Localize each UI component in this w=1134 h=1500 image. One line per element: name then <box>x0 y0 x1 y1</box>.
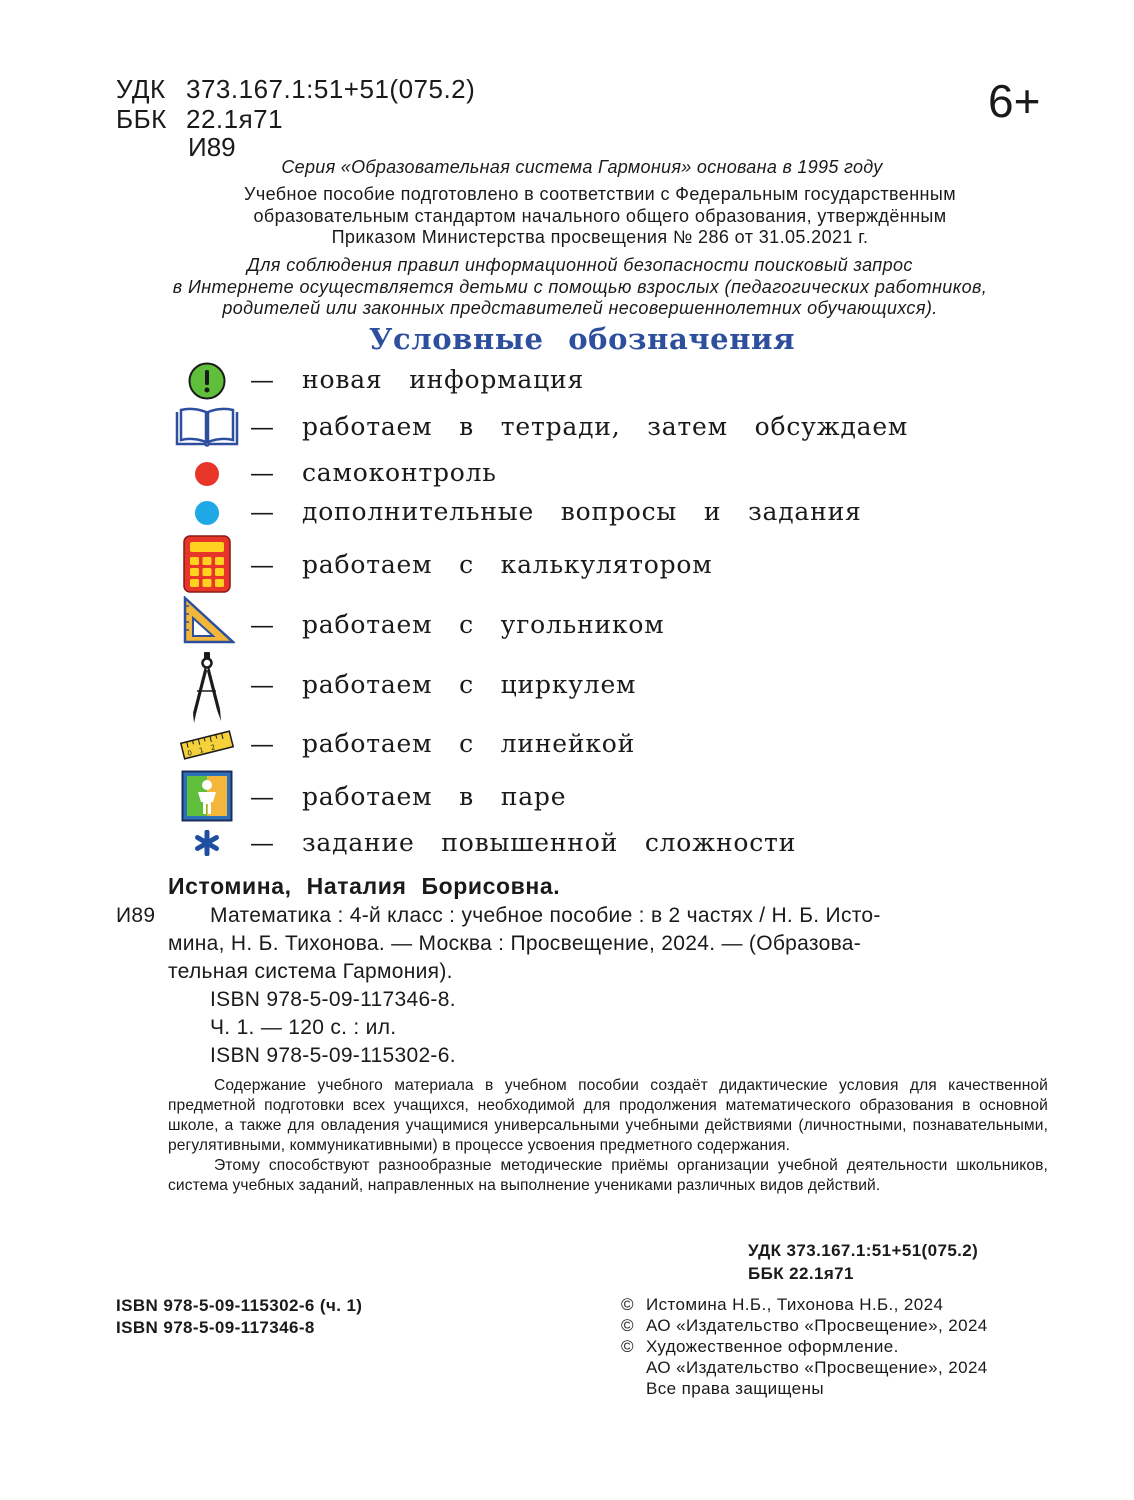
legend-item-ruler <box>172 717 1072 777</box>
bib-part-info: Ч. 1. — 120 с. : ил. <box>210 1016 397 1039</box>
asterisk-icon <box>172 828 242 858</box>
udk-label: УДК <box>116 74 166 104</box>
red-dot-icon <box>172 460 242 488</box>
author-index: И89 <box>188 132 236 162</box>
safety-line: родителей или законных представителей несовершеннолетних обучающихся). <box>222 298 938 318</box>
safety-line: в Интернете осуществляется детьми с помощью взрослых (педагогических работников, <box>172 276 988 297</box>
legend-item-set-square <box>172 598 1072 658</box>
copyright-symbol: © <box>621 1337 634 1356</box>
legend-text: работаем в паре <box>302 782 567 811</box>
legend-text: новая информация <box>302 365 585 394</box>
set-square-icon <box>172 594 242 648</box>
legend-text: дополнительные вопросы и задания <box>302 497 862 526</box>
legend-dash: — <box>250 413 274 441</box>
legend-text: работаем в тетради, затем обсуждаем <box>302 412 909 441</box>
bib-isbn-set: ISBN 978-5-09-117346-8. <box>210 988 456 1011</box>
copyright-symbol: © <box>621 1295 634 1314</box>
compass-icon <box>172 650 242 726</box>
legend-text: работаем с линейкой <box>302 729 636 758</box>
legend-text: работаем с циркулем <box>302 670 637 699</box>
blue-dot-icon <box>172 499 242 527</box>
copyright-symbol: © <box>621 1316 634 1335</box>
legend-dash: — <box>250 730 274 758</box>
standard-line: Приказом Министерства просвещения № 286 от 31.05.2021 г. <box>331 227 869 247</box>
ruler-icon <box>172 725 242 765</box>
bib-isbn-part: ISBN 978-5-09-115302-6. <box>210 1044 456 1067</box>
age-rating: 6+ <box>988 75 1041 127</box>
series-note: Серия «Образовательная система Гармония» основана в 1995 году <box>281 157 883 177</box>
annotation-paragraph: Содержание учебного материала в учебном пособии создаёт дидактические условия для качественной предметной подготовки всех учащихся, необходимой для продолжения математического образования в основной школе, а также для овладения учащимися универсальными учебными действиями (личностными, познавательными, регулятивными, коммуникативными) в процессе усвоения предметного содержания. <box>168 1077 1048 1154</box>
legend-dash: — <box>250 783 274 811</box>
annotation-paragraph: Этому способствуют разнообразные методические приёмы организации учебной деятельности школьников, система учебных заданий, направленных на выполнение учениками различных видов действий. <box>168 1157 1048 1194</box>
svg-text:0: 0 <box>186 748 193 758</box>
legend-text: работаем с угольником <box>302 610 665 639</box>
annotation <box>168 1076 1048 1196</box>
legend-dash: — <box>250 498 274 526</box>
copyright-line: Истомина Н.Б., Тихонова Н.Б., 2024 <box>646 1295 944 1314</box>
copyright-continuation: АО «Издательство «Просвещение», 2024 <box>646 1358 988 1377</box>
author-name: Истомина, Наталия Борисовна. <box>168 873 561 899</box>
standard-note <box>140 184 1060 249</box>
legend-text: самоконтроль <box>302 458 497 487</box>
footer-classification <box>748 1239 978 1285</box>
legend-item-calculator <box>172 538 1072 598</box>
bib-index: И89 <box>116 904 156 927</box>
svg-text:2: 2 <box>209 743 217 753</box>
legend-dash: — <box>250 671 274 699</box>
copyright-line: Художественное оформление. <box>646 1337 899 1356</box>
legend-item-extra-tasks <box>172 485 1072 545</box>
copyright-block <box>621 1294 988 1399</box>
footer-isbn <box>116 1295 362 1339</box>
udk-value: 373.167.1:51+51(075.2) <box>186 74 476 104</box>
legend-dash: — <box>250 829 274 857</box>
classification-block <box>116 74 475 134</box>
legend-text: задание повышенной сложности <box>302 828 797 857</box>
safety-note <box>120 255 1040 320</box>
legend-dash: — <box>250 551 274 579</box>
standard-line: Учебное пособие подготовлено в соответствии с Федеральным государственным <box>243 184 956 204</box>
bib-line: мина, Н. Б. Тихонова. — Москва : Просвещение, 2024. — (Образова- <box>168 932 862 955</box>
footer-isbn-part: ISBN 978-5-09-115302-6 (ч. 1) <box>116 1296 363 1315</box>
exclamation-circle-icon <box>172 359 242 403</box>
legend-dash: — <box>250 611 274 639</box>
bbk-value: 22.1я71 <box>186 104 284 134</box>
bbk-label: ББК <box>116 104 167 134</box>
legend-dash: — <box>250 459 274 487</box>
legend-item-hard-task <box>172 816 1072 876</box>
legend-text: работаем с калькулятором <box>302 550 713 579</box>
bib-line: тельная система Гармония). <box>168 960 453 983</box>
copyright-line: АО «Издательство «Просвещение», 2024 <box>646 1316 988 1335</box>
legend-item-compass <box>172 658 1072 718</box>
safety-line: Для соблюдения правил информационной безопасности поисковый запрос <box>247 255 913 275</box>
footer-udk: УДК 373.167.1:51+51(075.2) <box>748 1241 979 1260</box>
footer-bbk: ББК 22.1я71 <box>748 1264 854 1283</box>
standard-line: образовательным стандартом начального общего образования, утверждённым <box>253 205 947 226</box>
footer-isbn-set: ISBN 978-5-09-117346-8 <box>116 1318 315 1337</box>
legend-title: Условные обозначения <box>368 322 796 356</box>
calculator-icon <box>172 532 242 596</box>
rights-reserved: Все права защищены <box>646 1379 824 1398</box>
svg-text:1: 1 <box>198 746 205 755</box>
legend-dash: — <box>250 366 274 394</box>
bib-line: Математика : 4-й класс : учебное пособие : в 2 частях / Н. Б. Исто- <box>210 904 881 927</box>
